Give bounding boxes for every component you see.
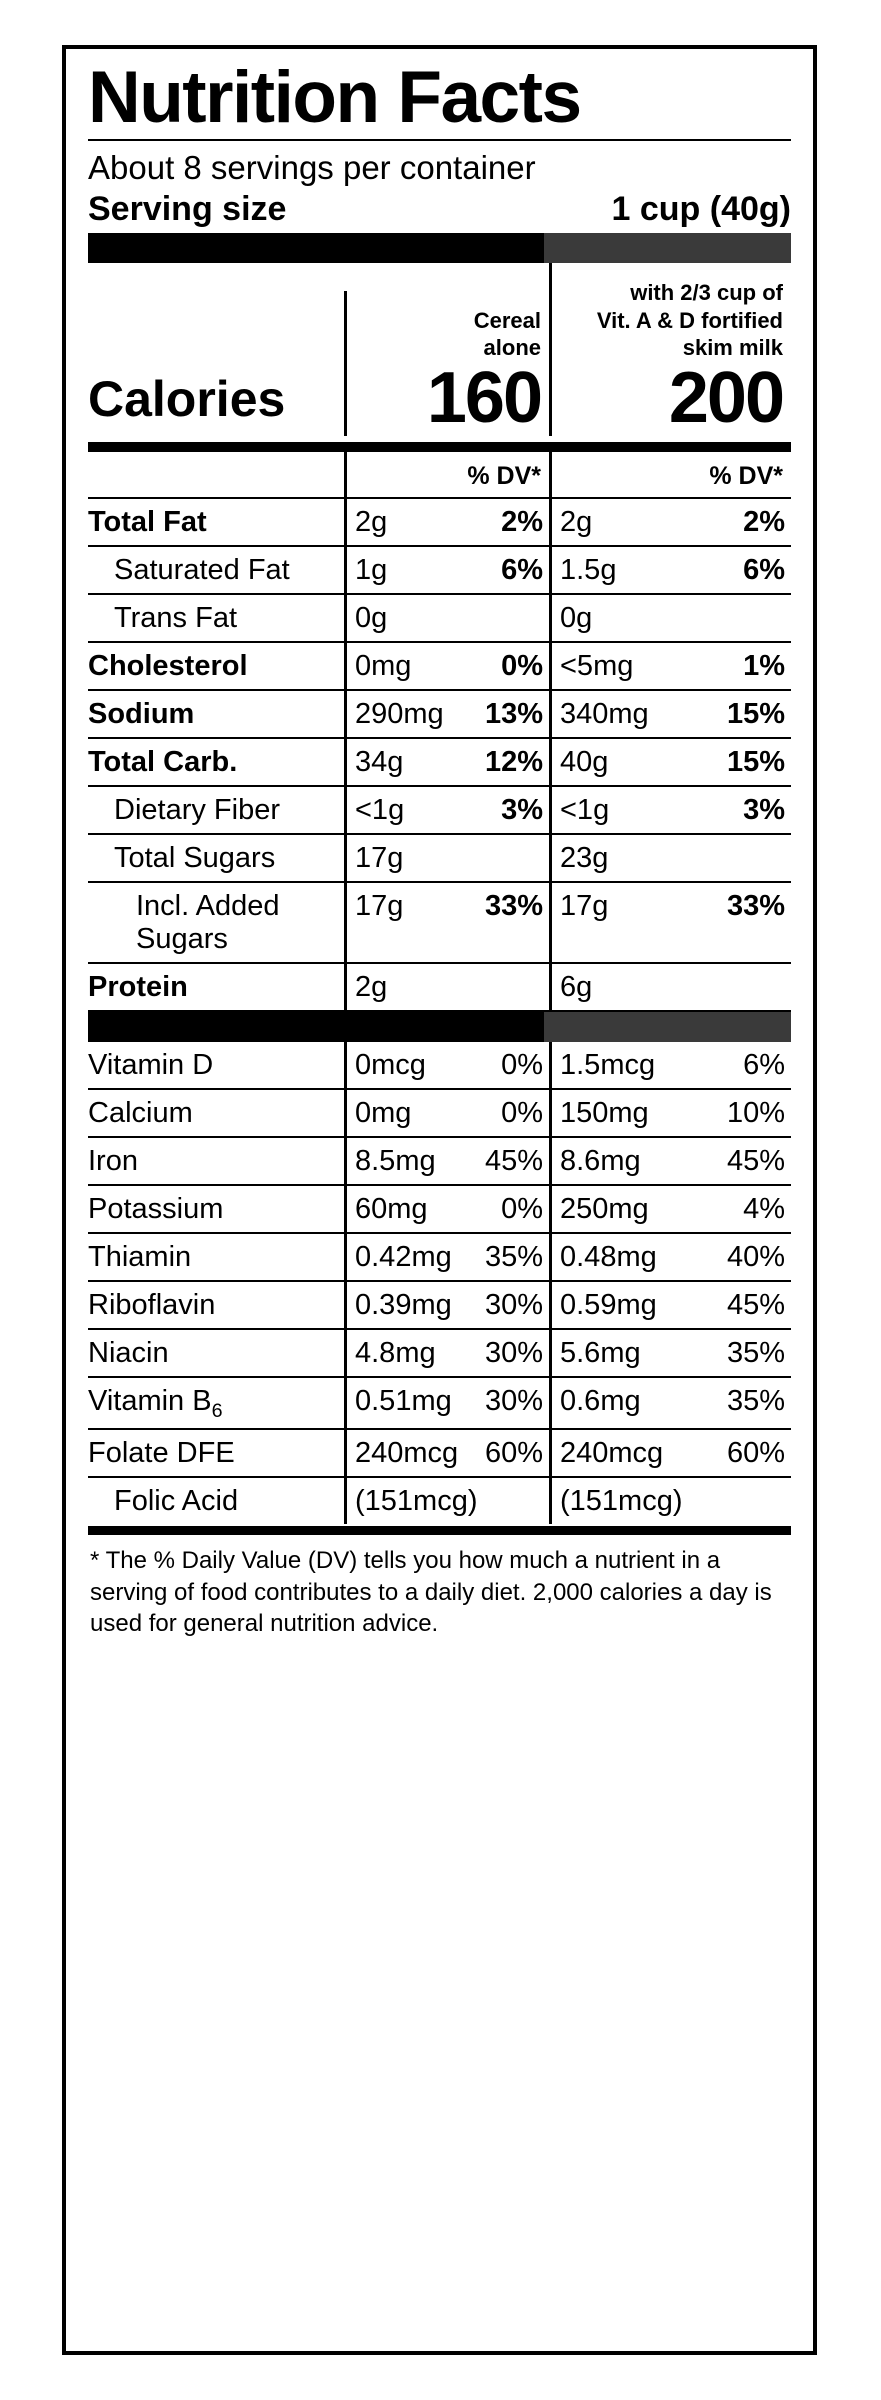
- vitamin-row: [88, 1282, 791, 1330]
- nutrient-cereal-dv: 12%: [484, 745, 543, 778]
- nutrient-milk-amount: 0g: [560, 601, 593, 634]
- vitamin-row: [88, 1478, 791, 1524]
- nutrient-milk-dv: 33%: [726, 889, 785, 922]
- nutrient-cereal-amount: 17g: [355, 841, 404, 874]
- vitamin-milk-dv: 35%: [726, 1384, 785, 1417]
- nutrient-milk-cell: [549, 595, 791, 641]
- nutrient-milk-cell: [549, 547, 791, 593]
- vitamins-bar-right: [544, 1012, 791, 1042]
- nutrient-row: [88, 964, 791, 1012]
- page-title: Nutrition Facts: [88, 57, 581, 138]
- vitamin-milk-amount: 5.6mg: [560, 1336, 641, 1369]
- nutrient-cereal-amount: 2g: [355, 505, 388, 538]
- vitamin-name: Thiamin: [88, 1240, 192, 1273]
- vitamin-cereal-cell: [344, 1378, 549, 1429]
- vitamin-cereal-cell: [344, 1090, 549, 1136]
- nutrient-name: Dietary Fiber: [114, 793, 280, 826]
- calories-cereal-value: 160: [344, 362, 549, 436]
- vitamin-milk-amount: 1.5mcg: [560, 1048, 656, 1081]
- vitamin-milk-cell: [549, 1478, 791, 1524]
- nutrient-milk-amount: <5mg: [560, 649, 634, 682]
- nutrient-cereal-cell: [344, 547, 549, 593]
- column-header-cereal: [344, 291, 549, 362]
- nutrient-cereal-dv: 33%: [484, 889, 543, 922]
- vitamin-cereal-dv: 60%: [484, 1437, 543, 1470]
- vitamin-cereal-dv: 45%: [484, 1144, 543, 1177]
- vitamin-name-subscript: 6: [211, 1399, 223, 1422]
- nutrient-row: [88, 739, 791, 787]
- vitamin-milk-cell: [549, 1042, 791, 1088]
- nutrient-milk-cell: [549, 883, 791, 962]
- vitamins-bar-left: [88, 1012, 544, 1042]
- nutrient-milk-dv: 6%: [743, 553, 785, 586]
- vitamin-cereal-dv: 0%: [501, 1048, 543, 1081]
- vitamin-cereal-cell: [344, 1478, 549, 1524]
- footnote-text: * The % Daily Value (DV) tells you how much a nutrient in a serving of food contributes to a daily diet. 2,000 calories a day is used for general nutrition advice.: [90, 1547, 772, 1637]
- daily-value-header-spacer: [88, 452, 344, 497]
- vitamin-cereal-cell: [344, 1234, 549, 1280]
- vitamin-row: [88, 1186, 791, 1234]
- calories-milk-value: 200: [549, 362, 791, 436]
- vitamin-milk-amount: 8.6mg: [560, 1144, 641, 1177]
- nutrient-name: Total Fat: [88, 505, 207, 538]
- vitamin-row: [88, 1378, 791, 1431]
- vitamin-cereal-dv: 0%: [501, 1192, 543, 1225]
- nutrient-row: [88, 499, 791, 547]
- nutrient-milk-cell: [549, 964, 791, 1010]
- vitamin-cereal-amount: 0.51mg: [355, 1384, 452, 1417]
- nutrient-milk-amount: 40g: [560, 745, 609, 778]
- vitamin-cereal-cell: [344, 1282, 549, 1328]
- vitamin-milk-cell: [549, 1330, 791, 1376]
- column-headers: [88, 263, 791, 362]
- footnote-divider: [88, 1526, 791, 1535]
- nutrient-milk-amount: 6g: [560, 970, 593, 1003]
- daily-value-header-milk: % DV*: [549, 452, 791, 497]
- vitamin-name: Vitamin $B_6$: [88, 1384, 223, 1422]
- vitamin-cereal-cell: [344, 1138, 549, 1184]
- vitamin-milk-dv: 35%: [726, 1336, 785, 1369]
- nutrient-name: Protein: [88, 970, 188, 1003]
- vitamin-table: [88, 1042, 791, 1525]
- vitamin-milk-dv: 40%: [726, 1240, 785, 1273]
- nutrient-name: Total Sugars: [114, 841, 276, 874]
- column-header-cereal-line2: alone: [483, 335, 541, 361]
- vitamin-row: [88, 1042, 791, 1090]
- vitamin-milk-dv: 45%: [726, 1144, 785, 1177]
- vitamin-name: Folate DFE: [88, 1437, 235, 1470]
- nutrient-name: Trans Fat: [114, 601, 238, 634]
- nutrient-cereal-dv: 3%: [501, 793, 543, 826]
- vitamin-cereal-amount: 8.5mg: [355, 1144, 436, 1177]
- nutrient-cereal-cell: [344, 883, 549, 962]
- vitamin-milk-cell: [549, 1282, 791, 1328]
- nutrient-cereal-cell: [344, 835, 549, 881]
- nutrient-milk-amount: 340mg: [560, 697, 649, 730]
- vitamin-milk-cell: [549, 1430, 791, 1476]
- nutrient-milk-dv: 2%: [743, 505, 785, 538]
- nutrient-milk-amount: 1.5g: [560, 553, 617, 586]
- nutrient-name: Cholesterol: [88, 649, 248, 682]
- column-header-milk: [549, 263, 791, 362]
- column-header-cereal-line1: Cereal: [473, 307, 541, 333]
- nutrient-cereal-amount: 1g: [355, 553, 388, 586]
- nutrient-cereal-cell: [344, 787, 549, 833]
- vitamin-cereal-amount: 240mcg: [355, 1437, 459, 1470]
- vitamin-milk-dv: 45%: [726, 1288, 785, 1321]
- vitamin-cereal-dv: 0%: [501, 1096, 543, 1129]
- vitamin-milk-amount: 0.59mg: [560, 1288, 657, 1321]
- nutrient-cereal-cell: [344, 964, 549, 1010]
- nutrient-milk-cell: [549, 499, 791, 545]
- vitamin-cereal-cell: [344, 1186, 549, 1232]
- vitamin-milk-amount: 250mg: [560, 1192, 649, 1225]
- nutrient-row: [88, 595, 791, 643]
- serving-size-label: Serving size: [88, 190, 287, 229]
- vitamin-milk-amount: 150mg: [560, 1096, 649, 1129]
- nutrient-table: [88, 499, 791, 1012]
- column-header-milk-line3: skim milk: [682, 335, 783, 361]
- nutrient-cereal-amount: 0mg: [355, 649, 412, 682]
- nutrient-cereal-cell: [344, 739, 549, 785]
- nutrient-cereal-cell: [344, 595, 549, 641]
- nutrient-cereal-dv: 6%: [501, 553, 543, 586]
- nutrient-row: [88, 835, 791, 883]
- daily-value-header-cereal: % DV*: [344, 452, 549, 497]
- nutrient-cereal-dv: 13%: [484, 697, 543, 730]
- vitamin-milk-dv: 4%: [743, 1192, 785, 1225]
- vitamin-name: Riboflavin: [88, 1288, 216, 1321]
- nutrient-cereal-cell: [344, 691, 549, 737]
- vitamin-milk-dv: 10%: [726, 1096, 785, 1129]
- nutrient-milk-dv: 3%: [743, 793, 785, 826]
- nutrient-cereal-amount: 17g: [355, 889, 404, 922]
- nutrient-cereal-dv: 2%: [501, 505, 543, 538]
- nutrient-cereal-amount: 2g: [355, 970, 388, 1003]
- vitamin-row: [88, 1090, 791, 1138]
- nutrient-milk-cell: [549, 787, 791, 833]
- nutrient-cereal-amount: 0g: [355, 601, 388, 634]
- nutrient-cereal-dv: 0%: [501, 649, 543, 682]
- vitamin-cereal-dv: 30%: [484, 1336, 543, 1369]
- nutrient-cereal-cell: [344, 499, 549, 545]
- vitamin-milk-cell: [549, 1234, 791, 1280]
- nutrient-name: Incl. Added Sugars: [136, 889, 280, 955]
- vitamin-milk-amount: (151mcg): [560, 1485, 683, 1518]
- vitamin-cereal-dv: 30%: [484, 1288, 543, 1321]
- servings-per-container: About 8 servings per container: [88, 149, 536, 187]
- vitamin-milk-amount: 0.6mg: [560, 1384, 641, 1417]
- daily-value-header-row: [88, 452, 791, 499]
- calories-row: [88, 357, 791, 438]
- column-header-milk-line1: with 2/3 cup of: [630, 280, 783, 306]
- nutrient-milk-cell: [549, 739, 791, 785]
- vitamin-cereal-cell: [344, 1430, 549, 1476]
- vitamin-milk-dv: 6%: [743, 1048, 785, 1081]
- nutrient-row: [88, 691, 791, 739]
- nutrient-milk-cell: [549, 643, 791, 689]
- vitamin-row: [88, 1138, 791, 1186]
- nutrient-row: [88, 883, 791, 964]
- nutrient-milk-amount: 2g: [560, 505, 593, 538]
- nutrient-row: [88, 547, 791, 595]
- vitamin-row: [88, 1330, 791, 1378]
- vitamin-cereal-amount: 0mcg: [355, 1048, 426, 1081]
- vitamin-milk-cell: [549, 1090, 791, 1136]
- nutrient-name: Saturated Fat: [114, 553, 290, 586]
- vitamin-cereal-amount: 0.42mg: [355, 1240, 452, 1273]
- calories-divider: [88, 442, 791, 452]
- title-divider: [88, 139, 791, 141]
- vitamin-name: Iron: [88, 1144, 138, 1177]
- vitamin-cereal-amount: (151mcg): [355, 1485, 478, 1518]
- vitamin-milk-dv: 60%: [726, 1437, 785, 1470]
- vitamin-cereal-cell: [344, 1042, 549, 1088]
- vitamin-milk-cell: [549, 1186, 791, 1232]
- nutrient-milk-cell: [549, 835, 791, 881]
- column-header-milk-line2: Vit. A & D fortified: [596, 307, 783, 333]
- serving-size-row: [88, 190, 791, 229]
- vitamin-cereal-dv: 30%: [484, 1384, 543, 1417]
- nutrient-cereal-amount: 34g: [355, 745, 404, 778]
- nutrient-milk-amount: <1g: [560, 793, 610, 826]
- vitamins-separator-bar: [88, 1012, 791, 1042]
- nutrient-cereal-cell: [344, 643, 549, 689]
- nutrient-name: Total Carb.: [88, 745, 238, 778]
- vitamin-cereal-cell: [344, 1330, 549, 1376]
- vitamin-name: Vitamin D: [88, 1048, 214, 1081]
- vitamin-milk-amount: 240mcg: [560, 1437, 664, 1470]
- nutrient-milk-dv: 15%: [726, 697, 785, 730]
- vitamin-milk-cell: [549, 1138, 791, 1184]
- nutrient-row: [88, 643, 791, 691]
- vitamin-cereal-amount: 0mg: [355, 1096, 412, 1129]
- header-bar-left: [88, 233, 544, 263]
- nutrient-name: Sodium: [88, 697, 195, 730]
- vitamin-cereal-amount: 60mg: [355, 1192, 428, 1225]
- nutrient-milk-cell: [549, 691, 791, 737]
- header-bar-right: [544, 233, 791, 263]
- header-separator-bar: [88, 233, 791, 263]
- vitamin-row: [88, 1234, 791, 1282]
- nutrient-milk-dv: 15%: [726, 745, 785, 778]
- nutrient-milk-amount: 17g: [560, 889, 609, 922]
- vitamin-cereal-amount: 4.8mg: [355, 1336, 436, 1369]
- serving-size-value: 1 cup (40g): [611, 190, 791, 229]
- vitamin-name: Niacin: [88, 1336, 169, 1369]
- nutrient-row: [88, 787, 791, 835]
- vitamin-cereal-amount: 0.39mg: [355, 1288, 452, 1321]
- nutrition-facts-panel: [62, 45, 817, 2355]
- nutrient-cereal-amount: 290mg: [355, 697, 444, 730]
- vitamin-cereal-dv: 35%: [484, 1240, 543, 1273]
- nutrient-milk-dv: 1%: [743, 649, 785, 682]
- vitamin-milk-cell: [549, 1378, 791, 1429]
- vitamin-name: Folic Acid: [114, 1485, 239, 1518]
- calories-label: Calories: [88, 370, 286, 427]
- vitamin-name: Potassium: [88, 1192, 224, 1225]
- vitamin-name: Calcium: [88, 1096, 193, 1129]
- vitamin-milk-amount: 0.48mg: [560, 1240, 657, 1273]
- vitamin-row: [88, 1430, 791, 1478]
- nutrient-cereal-amount: <1g: [355, 793, 405, 826]
- nutrient-milk-amount: 23g: [560, 841, 609, 874]
